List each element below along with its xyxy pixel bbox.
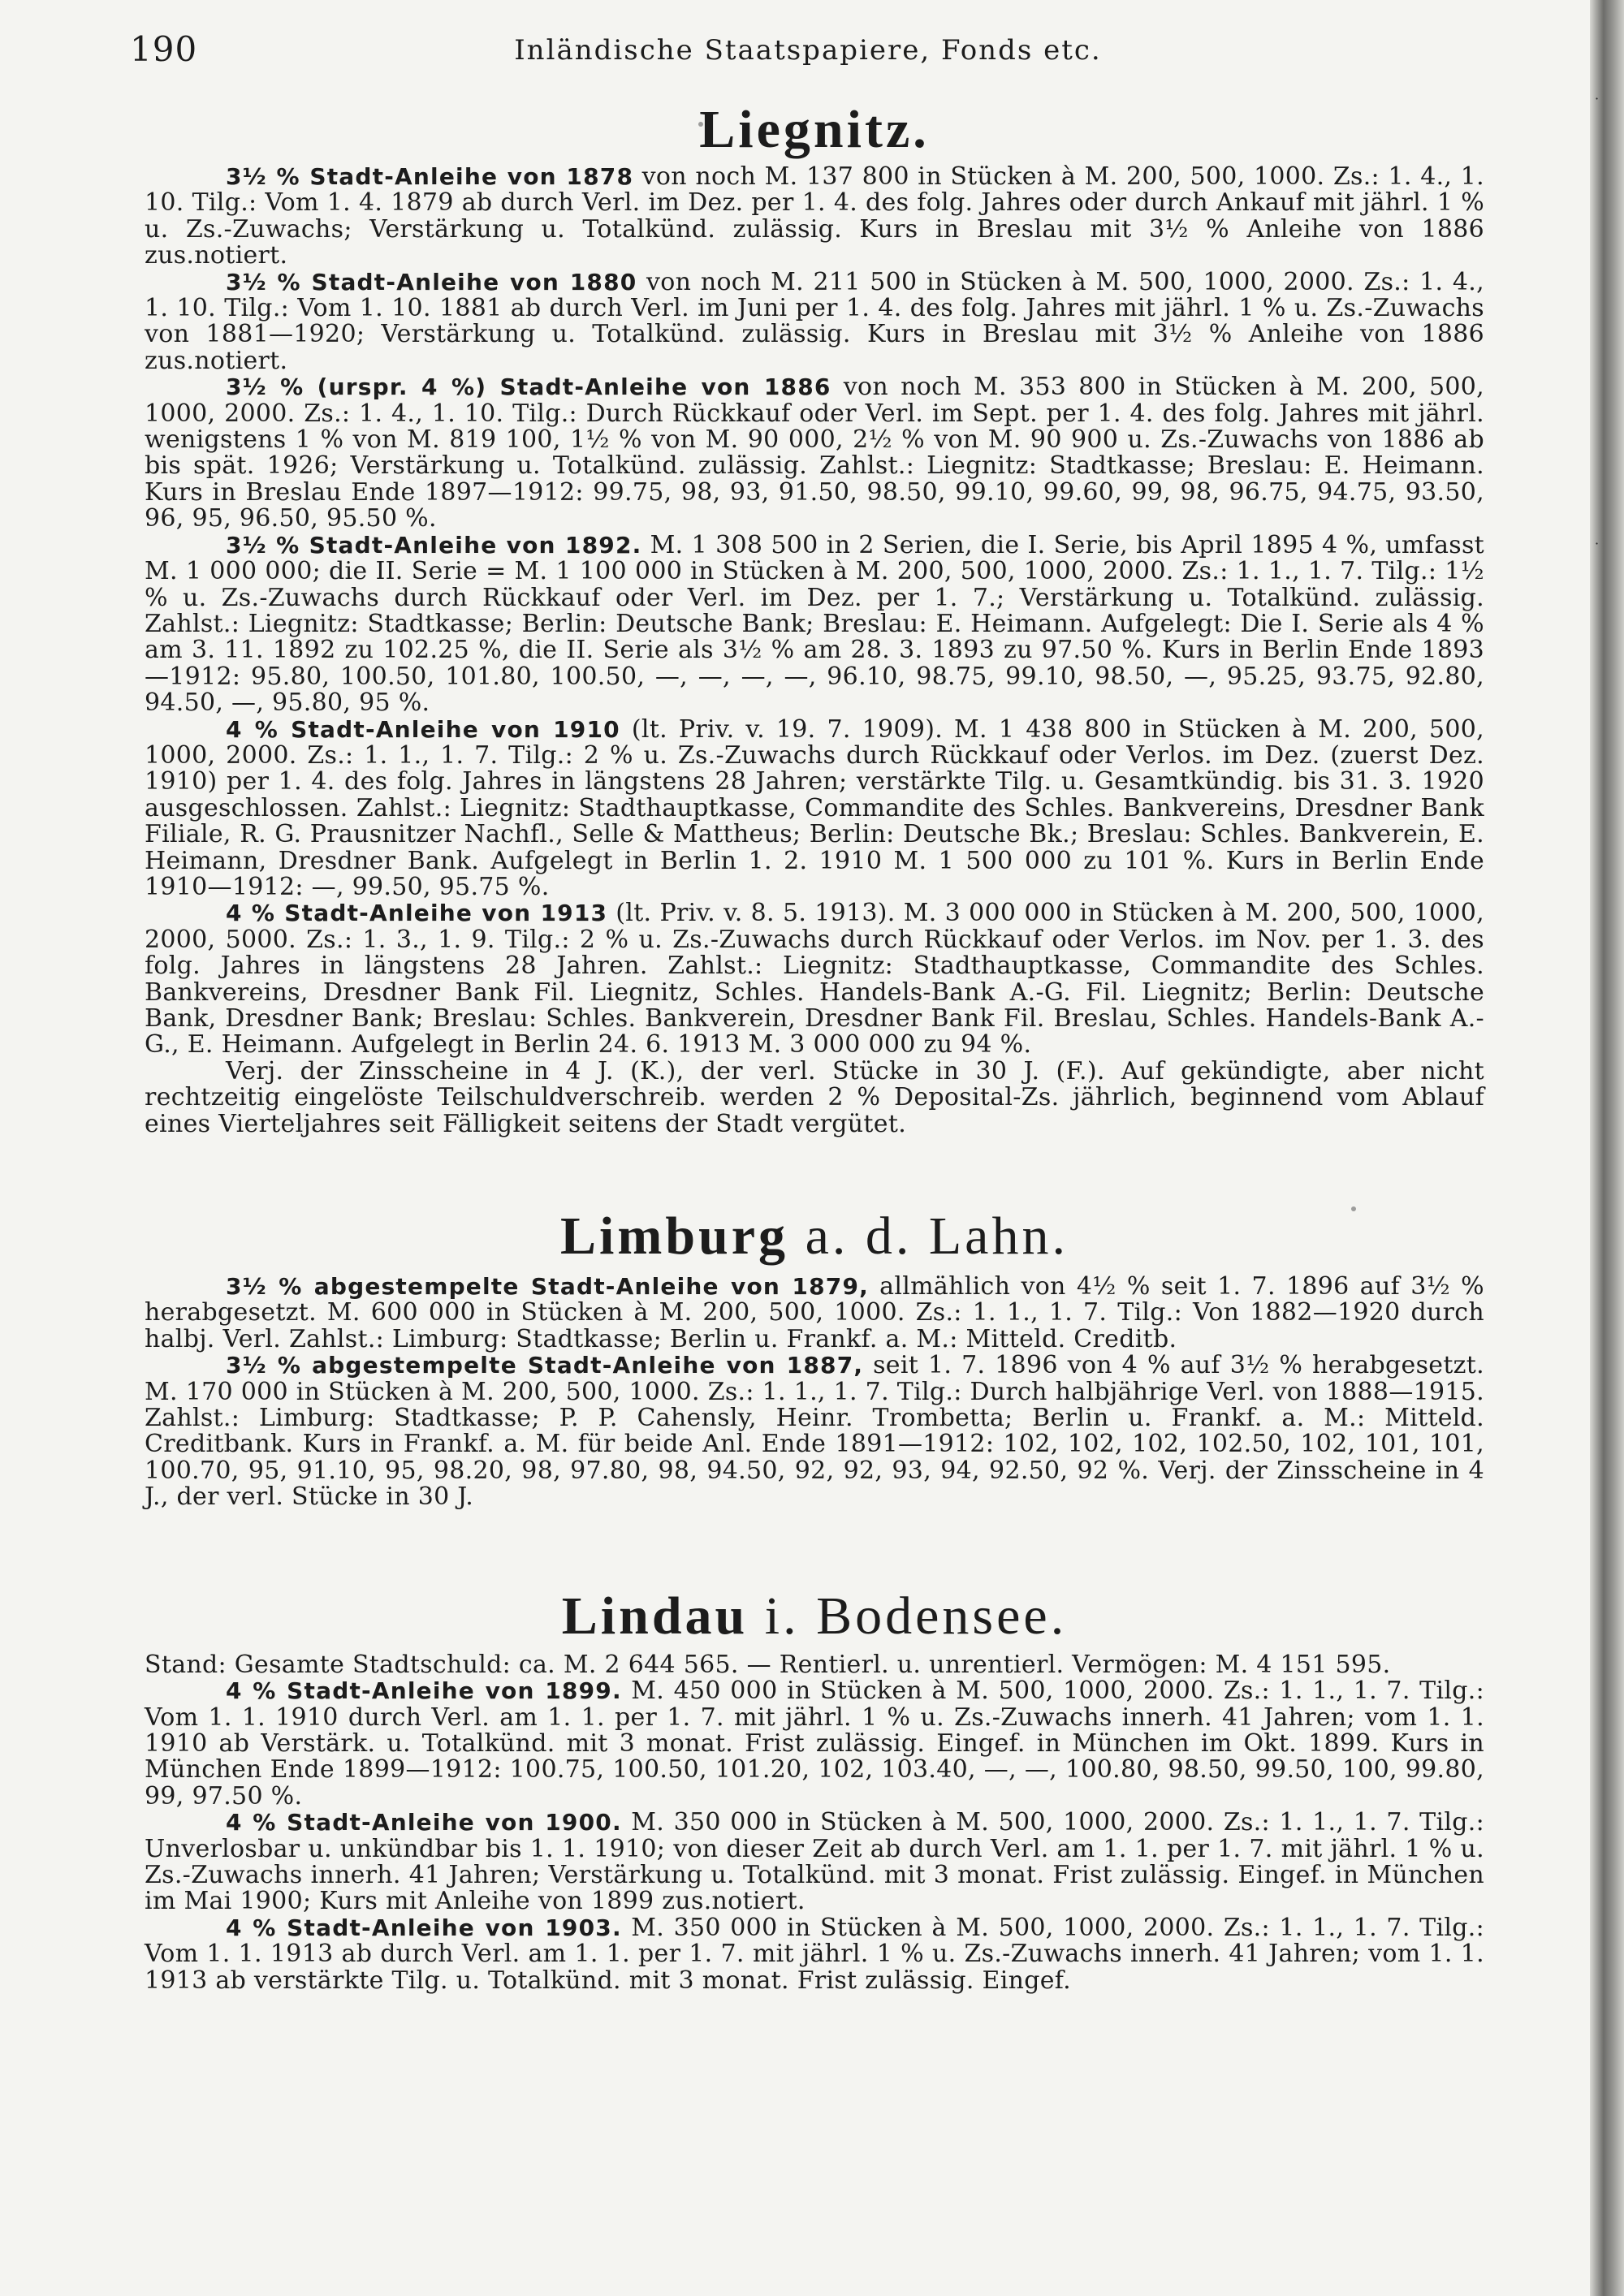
note-paragraph (145, 1056, 1484, 1138)
bond-details: (lt. Priv. v. 8. 5. 1913). M. 3 000 000 in Stücken à M. 200, 500, 1000, 2000, 5000. Zs.: 1. 3., 1. 9. Tilg.: 2 % u. Zs.-Zuwachs durch Rückkauf oder Verlos. im Nov. per 1. 3. des folg. Jahres in längstens 28 Jahren. Zahlst.: Liegnitz: Stadthauptkasse, Commandite des Schles. Bankvereins, Dresdner Bank Fil. Liegnitz, Schles. Handels-Bank A.-G. Fil. Liegnitz; Berlin: Deutsche Bank, Dresdner Bank; Breslau: Schles. Bankverein, Dresdner Bank Fil. Breslau, Schles. Handels-Bank A.-G., E. Heimann. Aufgelegt in Berlin 24. 6. 1913 M. 3 000 000 zu 94 %. (145, 899, 1484, 1060)
bond-details: M. 350 000 in Stücken à M. 500, 1000, 2000. Zs.: 1. 1., 1. 7. Tilg.: Vom 1. 1. 1913 ab durch Verl. am 1. 1. per 1. 7. mit jährl. 1 % u. Zs.-Zuwachs innerh. 41 Jahren; vom 1. 1. 1913 ab verstärkte Tilg. u. Totalkünd. mit 3 monat. Frist zulässig. Eingef. (145, 1913, 1484, 1995)
debt-status-line (145, 1652, 1484, 1678)
note-text: Verj. der Zinsscheine in 4 J. (K.), der verl. Stücke in 30 J. (F.). Auf gekündigte, aber nicht rechtzeitig eingelöste Teilschuldverschreib. werden 2 % Deposital-Zs. jährlich, beginnend vom Ablauf eines Vierteljahres seit Fälligkeit seitens der Stadt vergütet. (145, 1056, 1484, 1138)
bond-title: 3½ % Stadt-Anleihe von 1880 (226, 268, 637, 296)
bond-details: von noch M. 137 800 in Stücken à M. 200, 500, 1000. Zs.: 1. 4., 1. 10. Tilg.: Vom 1. 4. 1879 ab durch Verl. im Dez. per 1. 4. des folg. Jahres oder durch Ankauf mit jährl. 1 % u. Zs.-Zuwachs; Verstärkung u. Totalkünd. zulässig. Kurs in Breslau mit 3½ % Anleihe von 1886 zus.notiert. (145, 162, 1484, 270)
bond-entry (145, 900, 1484, 1058)
bond-entry (145, 530, 1484, 718)
bond-title: 4 % Stadt-Anleihe von 1913 (226, 900, 608, 927)
bond-title: 4 % Stadt-Anleihe von 1900. (226, 1809, 622, 1836)
status-text: Stand: Gesamte Stadtschuld: ca. M. 2 644 565. — Rentierl. u. unrentierl. Vermögen: M. 4 151 595. (145, 1650, 1391, 1679)
page-number: 190 (130, 29, 198, 69)
bleed-mark: · (1595, 91, 1600, 106)
bond-entry (145, 714, 1484, 901)
bond-entry (145, 1810, 1484, 1915)
bond-title: 3½ % abgestempelte Stadt-Anleihe von 1887, (226, 1352, 864, 1379)
section-title-liegnitz: Liegnitz. (699, 100, 930, 159)
bond-details: von noch M. 353 800 in Stücken à M. 200, 500, 1000, 2000. Zs.: 1. 4., 1. 10. Tilg.: Durch Rückkauf oder Verl. im Sept. per 1. 4. des folg. Jahres mit jährl. wenigstens 1 % von M. 819 100, 1½ % von M. 90 000, 2½ % von M. 90 900 u. Zs.-Zuwachs von 1886 ab bis spät. 1926; Verstärkung u. Totalkünd. zulässig. Zahlst.: Liegnitz: Stadtkasse; Breslau: E. Heimann. Kurs in Breslau Ende 1897—1912: 99.75, 98, 93, 91.50, 98.50, 99.10, 99.60, 99, 98, 96.75, 94.75, 93.50, 96, 95, 96.50, 95.50 %. (145, 373, 1484, 533)
page-header (130, 29, 1486, 70)
bond-entry (145, 1915, 1484, 1994)
bond-details: M. 450 000 in Stücken à M. 500, 1000, 2000. Zs.: 1. 1., 1. 7. Tilg.: Vom 1. 1. 1910 durch Verl. am 1. 1. per 1. 7. mit jährl. 1 % u. Zs.-Zuwachs innerh. 41 Jahren; vom 1. 1. 1910 ab Verstärk. u. Totalkünd. mit 3 monat. Frist zulässig. Eingef. in München im Okt. 1899. Kurs in München Ende 1899—1912: 100.75, 100.50, 101.20, 102, 103.40, —, —, 100.80, 98.50, 99.50, 100, 99.80, 99, 97.50 %. (145, 1677, 1484, 1810)
bond-details: allmählich von 4½ % seit 1. 7. 1896 auf 3½ % herabgesetzt. M. 600 000 in Stücken à M. 200, 500, 1000. Zs.: 1. 1., 1. 7. Tilg.: Von 1882—1920 durch halbj. Verl. Zahlst.: Limburg: Stadtkasse; Berlin u. Frankf. a. M.: Mitteld. Creditb. (145, 1272, 1484, 1353)
binding-gutter (1590, 0, 1624, 2296)
bond-details: von noch M. 211 500 in Stücken à M. 500, 1000, 2000. Zs.: 1. 4., 1. 10. Tilg.: Vom 1. 10. 1881 ab durch Verl. im Juni per 1. 4. des folg. Jahres mit jährl. 1 % u. Zs.-Zuwachs von 1881—1920; Verstärkung u. Totalkünd. zulässig. Kurs in Breslau mit 3½ % Anleihe von 1886 zus.notiert. (145, 267, 1484, 375)
bond-details: M. 1 308 500 in 2 Serien, die I. Serie, bis April 1895 4 %, umfasst M. 1 000 000; die II. Serie = M. 1 100 000 in Stücken à M. 200, 500, 1000, 2000. Zs.: 1. 1., 1. 7. Tilg.: 1½ % u. Zs.-Zuwachs durch Rückkauf oder Verl. im Dez. per 1. 7.; Verstärkung u. Totalkünd. zulässig. Zahlst.: Liegnitz: Stadtkasse; Berlin: Deutsche Bank; Breslau: E. Heimann. Aufgelegt: Die I. Serie als 4 % am 3. 11. 1892 zu 102.25 %, die II. Serie als 3½ % am 28. 3. 1893 zu 97.50 %. Kurs in Berlin Ende 1893—1912: 95.80, 100.50, 101.80, 100.50, —, —, —, —, 96.10, 98.75, 99.10, 98.50, —, 95.25, 93.75, 92.80, 94.50, —, 95.80, 95 %. (145, 530, 1484, 718)
bond-title: 4 % Stadt-Anleihe von 1910 (226, 715, 620, 743)
bond-entry (145, 1678, 1484, 1810)
bond-title: 4 % Stadt-Anleihe von 1899. (226, 1677, 622, 1705)
bond-entry (145, 164, 1484, 270)
running-head: Inländische Staatspapiere, Fonds etc. (514, 34, 1102, 67)
bond-entry (145, 1274, 1484, 1353)
bond-entry (145, 267, 1484, 375)
bond-title: 3½ % Stadt-Anleihe von 1878 (226, 163, 634, 190)
bond-title: 3½ % Stadt-Anleihe von 1892. (226, 531, 642, 559)
bond-entry (145, 1353, 1484, 1510)
bond-details: (lt. Priv. v. 19. 7. 1909). M. 1 438 800 in Stücken à M. 200, 500, 1000, 2000. Zs.: 1. 1., 1. 7. Tilg.: 2 % u. Zs.-Zuwachs durch Rückkauf oder Verlos. im Dez. (zuerst Dez. 1910) per 1. 4. des folg. Jahres in längstens 28 Jahren; verstärkte Tilg. u. Gesamtkündig. bis 31. 3. 1920 ausgeschlossen. Zahlst.: Liegnitz: Stadthauptkasse, Commandite des Schles. Bankvereins, Dresdner Bank Filiale, R. G. Prausnitzer Nachfl., Selle & Mattheus; Berlin: Deutsche Bk.; Breslau: Schles. Bankverein, E. Heimann, Dresdner Bank. Aufgelegt in Berlin 1. 2. 1910 M. 1 500 000 zu 101 %. Kurs in Berlin Ende 1910—1912: —, 99.50, 95.75 %. (145, 714, 1484, 901)
bond-details: seit 1. 7. 1896 von 4 % auf 3½ % herabgesetzt. M. 170 000 in Stücken à M. 200, 500, 1000. Zs.: 1. 1., 1. 7. Tilg.: Durch halbjährige Verl. von 1888—1915. Zahlst.: Limburg: Stadtkasse; P. P. Cahensly, Heinr. Trombetta; Berlin u. Frankf. a. M.: Mitteld. Creditbank. Kurs in Frankf. a. M. für beide Anl. Ende 1891—1912: 102, 102, 102, 102.50, 102, 101, 101, 100.70, 95, 91.10, 95, 98.20, 98, 97.80, 98, 94.50, 92, 92, 93, 94, 92.50, 92 %. Verj. der Zinsscheine in 4 J., der verl. Stücke in 30 J. (145, 1351, 1484, 1512)
page-body (145, 99, 1484, 1994)
section-title-limburg: Limburg a. d. Lahn. (560, 1206, 1069, 1267)
bond-title: 3½ % abgestempelte Stadt-Anleihe von 1879, (226, 1273, 869, 1301)
bond-title: 4 % Stadt-Anleihe von 1903. (226, 1914, 622, 1941)
bond-details: M. 350 000 in Stücken à M. 500, 1000, 2000. Zs.: 1. 1., 1. 7. Tilg.: Unverlosbar u. unkündbar bis 1. 1. 1910; von dieser Zeit ab durch Verl. am 1. 1. per 1. 7. mit jährl. 1 % u. Zs.-Zuwachs innerh. 41 Jahren; Verstärkung u. Totalkünd. mit 3 monat. Frist zulässig. Eingef. in München im Mai 1900; Kurs mit Anleihe von 1899 zus.notiert. (145, 1808, 1484, 1916)
bleed-mark: · (1595, 536, 1600, 551)
bond-entry (145, 374, 1484, 532)
bond-title: 3½ % (urspr. 4 %) Stadt-Anleihe von 1886 (226, 373, 831, 401)
section-title-lindau: Lindau i. Bodensee. (561, 1586, 1068, 1646)
